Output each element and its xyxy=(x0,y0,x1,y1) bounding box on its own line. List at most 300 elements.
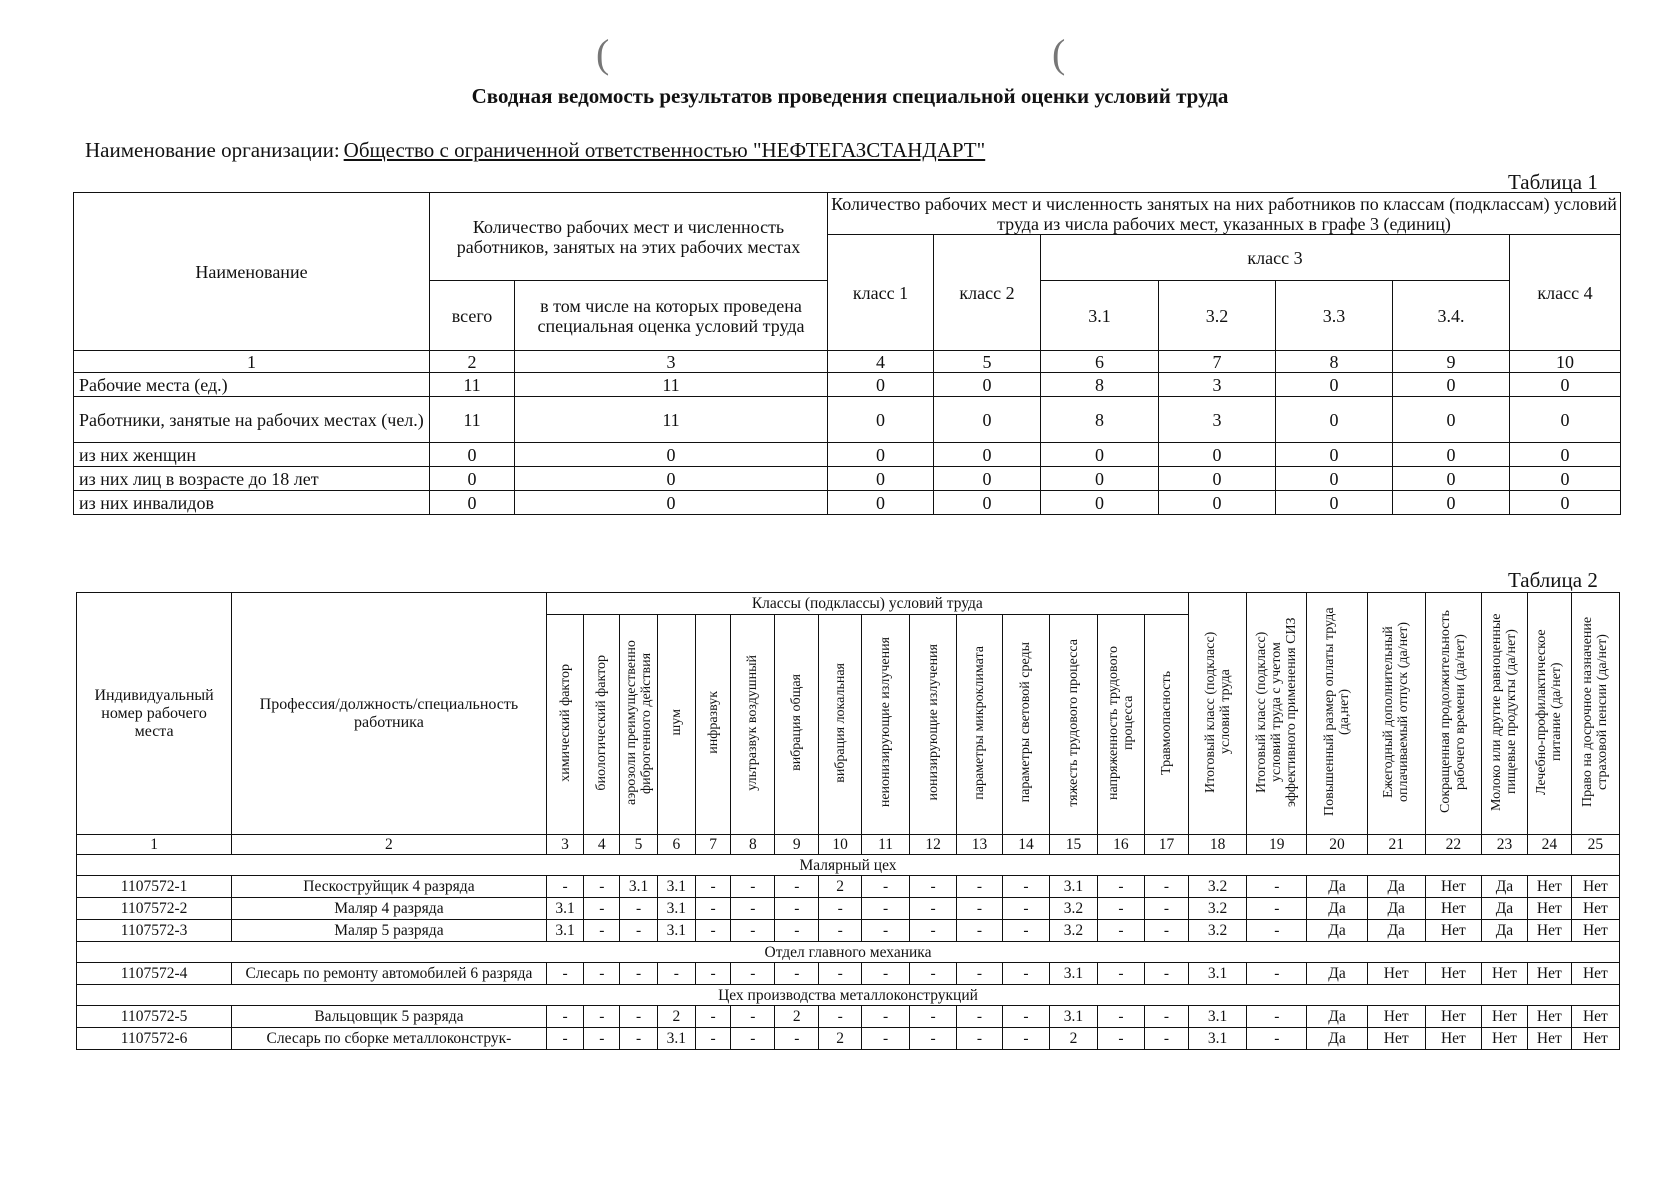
t2-col-number: 2 xyxy=(232,835,546,855)
t2-col-number: 25 xyxy=(1571,835,1619,855)
t2-cell: - xyxy=(1097,898,1144,920)
t2-cell: - xyxy=(695,876,731,898)
t1-row-name: Работники, занятые на рабочих местах (чел.) xyxy=(74,397,430,443)
t2-cell: - xyxy=(775,898,819,920)
t1-header-total: всего xyxy=(430,281,515,351)
t1-cell: 0 xyxy=(1510,397,1621,443)
t2-cell: - xyxy=(731,1006,775,1028)
t2-col-number: 12 xyxy=(910,835,957,855)
t1-cell: 0 xyxy=(1159,491,1276,515)
t2-cell: - xyxy=(1097,1006,1144,1028)
t1-col-number: 5 xyxy=(934,351,1041,373)
t2-cell: Нет xyxy=(1425,898,1481,920)
t2-cell: - xyxy=(695,898,731,920)
t1-cell: 0 xyxy=(1393,491,1510,515)
t1-header-class2: класс 2 xyxy=(934,235,1041,351)
t1-row-name: из них лиц в возрасте до 18 лет xyxy=(74,467,430,491)
t2-cell: - xyxy=(731,920,775,942)
t1-cell: 0 xyxy=(1393,443,1510,467)
t2-cell: - xyxy=(1247,1006,1307,1028)
t1-header-name: Наименование xyxy=(74,193,430,351)
t2-cell: Нет xyxy=(1571,1006,1619,1028)
t1-cell: 0 xyxy=(1393,467,1510,491)
t1-column-numbers xyxy=(74,351,1621,373)
t2-col-number: 19 xyxy=(1247,835,1307,855)
t2-col-number: 14 xyxy=(1002,835,1049,855)
t2-profession: Маляр 5 разряда xyxy=(232,920,546,942)
t2-section-title: Цех производства металлоконструкций xyxy=(77,985,1620,1006)
t2-cell: - xyxy=(910,876,957,898)
t2-factor-header: неионизирующие излучения xyxy=(862,615,910,835)
t2-cell: Да xyxy=(1481,898,1527,920)
t1-cell: 0 xyxy=(828,397,934,443)
t2-cell: - xyxy=(546,1006,584,1028)
t1-row xyxy=(74,491,1621,515)
t2-cell: - xyxy=(584,1028,620,1050)
t2-factor-header: шум xyxy=(657,615,695,835)
t2-cell: 3.2 xyxy=(1188,920,1246,942)
t2-cell: - xyxy=(862,920,910,942)
t1-cell: 0 xyxy=(430,443,515,467)
t2-factor-header: Травмоопасность xyxy=(1144,615,1188,835)
t2-cell: Нет xyxy=(1425,920,1481,942)
t2-row xyxy=(77,1028,1620,1050)
t1-cell: 0 xyxy=(828,491,934,515)
t2-col-number: 15 xyxy=(1049,835,1097,855)
t2-cell: - xyxy=(819,920,862,942)
t2-row xyxy=(77,876,1620,898)
t1-col-number: 10 xyxy=(1510,351,1621,373)
t2-cell: Нет xyxy=(1425,876,1481,898)
t2-cell: - xyxy=(910,1006,957,1028)
t2-col-number: 5 xyxy=(620,835,658,855)
punch-hole-mark-right: ( xyxy=(1052,31,1066,76)
t1-col-number: 9 xyxy=(1393,351,1510,373)
t2-cell: Да xyxy=(1307,898,1367,920)
t2-cell: 3.1 xyxy=(657,876,695,898)
t2-cell: 3.1 xyxy=(657,1028,695,1050)
t2-cell: - xyxy=(731,963,775,985)
t2-col-number: 11 xyxy=(862,835,910,855)
t2-workplace-id: 1107572-5 xyxy=(77,1006,232,1028)
t2-cell: - xyxy=(957,1006,1003,1028)
t2-cell: - xyxy=(1002,1006,1049,1028)
t2-cell: 3.1 xyxy=(1049,1006,1097,1028)
t2-col-number: 18 xyxy=(1188,835,1246,855)
t1-cell: 0 xyxy=(828,467,934,491)
t2-col-number: 7 xyxy=(695,835,731,855)
t1-cell: 0 xyxy=(515,467,828,491)
t2-cell: - xyxy=(695,1028,731,1050)
t2-factor-header: биологический фактор xyxy=(584,615,620,835)
t2-cell: - xyxy=(584,876,620,898)
t2-cell: 3.1 xyxy=(546,898,584,920)
t2-cell: - xyxy=(1247,876,1307,898)
t2-cell: - xyxy=(584,1006,620,1028)
t2-cell: 3.2 xyxy=(1049,920,1097,942)
t2-col-number: 4 xyxy=(584,835,620,855)
t2-cell: Нет xyxy=(1571,1028,1619,1050)
t2-profession: Вальцовщик 5 разряда xyxy=(232,1006,546,1028)
t2-cell: - xyxy=(775,876,819,898)
t2-cell: - xyxy=(546,1028,584,1050)
t1-col-number: 7 xyxy=(1159,351,1276,373)
t2-cell: - xyxy=(1247,920,1307,942)
t2-cell: - xyxy=(731,1028,775,1050)
t2-col-number: 8 xyxy=(731,835,775,855)
t2-cell: - xyxy=(957,1028,1003,1050)
t2-cell: - xyxy=(1144,898,1188,920)
t2-cell: - xyxy=(910,1028,957,1050)
summary-table-1 xyxy=(73,192,1621,515)
t2-cell: - xyxy=(1002,963,1049,985)
t2-factor-header: тяжесть трудового процесса xyxy=(1049,615,1097,835)
t2-factor-header: ионизирующие излучения xyxy=(910,615,957,835)
t1-row-name: из них инвалидов xyxy=(74,491,430,515)
t2-cell: - xyxy=(657,963,695,985)
t2-factor-header: напряженность трудового процесса xyxy=(1097,615,1144,835)
t2-cell: 3.1 xyxy=(1049,876,1097,898)
t2-cell: Нет xyxy=(1367,1028,1425,1050)
t2-cell: - xyxy=(819,963,862,985)
t1-cell: 0 xyxy=(1510,467,1621,491)
punch-hole-mark-left: ( xyxy=(596,31,610,76)
t1-header-sub-3-3: 3.3 xyxy=(1276,281,1393,351)
t2-cell: Нет xyxy=(1425,1028,1481,1050)
t1-cell: 8 xyxy=(1041,373,1159,397)
t2-row xyxy=(77,1006,1620,1028)
t2-col-number: 3 xyxy=(546,835,584,855)
t2-col-number: 13 xyxy=(957,835,1003,855)
t1-col-number: 6 xyxy=(1041,351,1159,373)
t2-col-number: 17 xyxy=(1144,835,1188,855)
t2-factor-header: вибрация локальная xyxy=(819,615,862,835)
t1-header-by-class: Количество рабочих мест и численность занятых на них работников по классам (подклассам) условий труда из числа рабочих мест, указанных в графе 3 (единиц) xyxy=(828,193,1621,235)
t1-cell: 0 xyxy=(934,467,1041,491)
t1-header-class4: класс 4 xyxy=(1510,235,1621,351)
t2-cell: Нет xyxy=(1367,963,1425,985)
t1-row xyxy=(74,443,1621,467)
t1-cell: 0 xyxy=(1510,443,1621,467)
t2-cell: 2 xyxy=(819,1028,862,1050)
t2-header-pension: Право на досрочное назначение страховой пенсии (да/нет) xyxy=(1571,593,1619,835)
t2-cell: - xyxy=(910,898,957,920)
t2-cell: - xyxy=(1247,963,1307,985)
t2-col-number: 23 xyxy=(1481,835,1527,855)
t2-cell: 3.1 xyxy=(657,920,695,942)
t1-cell: 0 xyxy=(1041,443,1159,467)
t2-cell: - xyxy=(775,1028,819,1050)
t2-section-row xyxy=(77,855,1620,876)
t1-cell: 0 xyxy=(1159,443,1276,467)
t2-col-number: 1 xyxy=(77,835,232,855)
t2-cell: - xyxy=(862,1028,910,1050)
t2-cell: - xyxy=(620,1028,658,1050)
t2-header-id: Индивидуальный номер рабочего места xyxy=(77,593,232,835)
t2-cell: - xyxy=(584,963,620,985)
t1-header-class3: класс 3 xyxy=(1041,235,1510,281)
t2-header-profession: Профессия/должность/специальность работника xyxy=(232,593,546,835)
t1-header-sub-3-2: 3.2 xyxy=(1159,281,1276,351)
t2-cell: Нет xyxy=(1571,963,1619,985)
t1-cell: 0 xyxy=(1041,491,1159,515)
t2-col-number: 16 xyxy=(1097,835,1144,855)
t1-cell: 0 xyxy=(828,443,934,467)
t2-cell: Нет xyxy=(1481,1006,1527,1028)
t1-cell: 0 xyxy=(934,443,1041,467)
t2-cell: - xyxy=(1002,920,1049,942)
t2-cell: Да xyxy=(1307,876,1367,898)
t2-cell: Нет xyxy=(1571,920,1619,942)
t1-cell: 0 xyxy=(934,373,1041,397)
t2-cell: 3.2 xyxy=(1049,898,1097,920)
t2-cell: Да xyxy=(1481,876,1527,898)
t2-cell: - xyxy=(731,898,775,920)
t1-cell: 0 xyxy=(1276,373,1393,397)
t1-cell: 0 xyxy=(1510,491,1621,515)
t2-cell: Да xyxy=(1307,920,1367,942)
t2-cell: Нет xyxy=(1425,1006,1481,1028)
t2-profession: Слесарь по ремонту автомобилей 6 разряда xyxy=(232,963,546,985)
t2-cell: - xyxy=(546,963,584,985)
t2-workplace-id: 1107572-1 xyxy=(77,876,232,898)
t2-header-classes: Классы (подклассы) условий труда xyxy=(546,593,1188,615)
t2-cell: - xyxy=(1144,876,1188,898)
t1-cell: 3 xyxy=(1159,397,1276,443)
t2-factor-header: химический фактор xyxy=(546,615,584,835)
t2-cell: - xyxy=(1144,1028,1188,1050)
t2-col-number: 20 xyxy=(1307,835,1367,855)
t2-cell: Да xyxy=(1307,1006,1367,1028)
t2-header-leave: Ежегодный дополнительный оплачиваемый отпуск (да/нет) xyxy=(1367,593,1425,835)
t2-cell: 2 xyxy=(1049,1028,1097,1050)
t2-cell: - xyxy=(775,920,819,942)
t1-cell: 11 xyxy=(430,397,515,443)
t2-cell: - xyxy=(731,876,775,898)
t2-cell: - xyxy=(910,963,957,985)
t2-cell: - xyxy=(862,1006,910,1028)
t2-col-number: 21 xyxy=(1367,835,1425,855)
t1-row-name: Рабочие места (ед.) xyxy=(74,373,430,397)
t2-cell: - xyxy=(1144,963,1188,985)
t1-cell: 0 xyxy=(1510,373,1621,397)
t2-cell: - xyxy=(584,898,620,920)
t2-header-pay: Повышенный размер оплаты труда (да,нет) xyxy=(1307,593,1367,835)
t2-cell: 2 xyxy=(819,876,862,898)
t2-factor-header: инфразвук xyxy=(695,615,731,835)
t2-cell: 3.1 xyxy=(1049,963,1097,985)
t2-cell: Нет xyxy=(1571,898,1619,920)
t2-cell: - xyxy=(819,1006,862,1028)
t1-header-class1: класс 1 xyxy=(828,235,934,351)
t2-cell: - xyxy=(1144,920,1188,942)
t2-row xyxy=(77,898,1620,920)
t1-cell: 11 xyxy=(515,397,828,443)
t2-cell: Нет xyxy=(1481,963,1527,985)
t1-cell: 0 xyxy=(1159,467,1276,491)
t2-cell: - xyxy=(1002,876,1049,898)
t2-header-reduced-time: Сокращенная продолжительность рабочего времени (да/нет) xyxy=(1425,593,1481,835)
t2-cell: - xyxy=(695,1006,731,1028)
t2-section-row xyxy=(77,985,1620,1006)
t2-cell: Нет xyxy=(1425,963,1481,985)
t2-col-number: 9 xyxy=(775,835,819,855)
t1-cell: 0 xyxy=(1276,467,1393,491)
t2-cell: Нет xyxy=(1527,920,1571,942)
t2-row xyxy=(77,963,1620,985)
t2-section-title: Отдел главного механика xyxy=(77,942,1620,963)
t1-cell: 0 xyxy=(934,397,1041,443)
t2-cell: - xyxy=(1097,963,1144,985)
t2-workplace-id: 1107572-3 xyxy=(77,920,232,942)
t1-cell: 11 xyxy=(430,373,515,397)
t2-factor-header: аэрозоли преимущественно фиброгенного действия xyxy=(620,615,658,835)
organization-name: Общество с ограниченной ответственностью "НЕФТЕГАЗСТАНДАРТ" xyxy=(343,138,986,162)
t2-cell: - xyxy=(1097,876,1144,898)
t2-cell: - xyxy=(1144,1006,1188,1028)
t1-row xyxy=(74,397,1621,443)
t2-cell: 2 xyxy=(657,1006,695,1028)
t2-workplace-id: 1107572-6 xyxy=(77,1028,232,1050)
t1-cell: 0 xyxy=(1276,443,1393,467)
page-title: Сводная ведомость результатов проведения специальной оценки условий труда xyxy=(471,84,1229,108)
t2-profession: Пескоструйщик 4 разряда xyxy=(232,876,546,898)
t1-cell: 0 xyxy=(934,491,1041,515)
t2-header-final-class: Итоговый класс (подкласс) условий труда xyxy=(1188,593,1246,835)
t1-header-assessed: в том числе на которых проведена специальная оценка условий труда xyxy=(515,281,828,351)
t1-cell: 8 xyxy=(1041,397,1159,443)
t2-cell: - xyxy=(957,963,1003,985)
t2-cell: - xyxy=(620,963,658,985)
t2-cell: 3.2 xyxy=(1188,876,1246,898)
t1-header-quantity: Количество рабочих мест и численность работников, занятых на этих рабочих местах xyxy=(430,193,828,281)
t2-cell: - xyxy=(695,963,731,985)
t2-factor-header: параметры световой среды xyxy=(1002,615,1049,835)
t1-col-number: 3 xyxy=(515,351,828,373)
t2-cell: 3.1 xyxy=(1188,1006,1246,1028)
t1-cell: 3 xyxy=(1159,373,1276,397)
t2-cell: Нет xyxy=(1527,1028,1571,1050)
t2-factor-header: параметры микроклимата xyxy=(957,615,1003,835)
t2-header-nutrition: Лечебно-профилактическое питание (да/нет) xyxy=(1527,593,1571,835)
t2-cell: 3.1 xyxy=(620,876,658,898)
t2-cell: - xyxy=(957,920,1003,942)
t2-row xyxy=(77,920,1620,942)
t1-cell: 0 xyxy=(515,491,828,515)
t2-col-number: 10 xyxy=(819,835,862,855)
t2-workplace-id: 1107572-2 xyxy=(77,898,232,920)
t2-cell: - xyxy=(695,920,731,942)
t1-cell: 0 xyxy=(1276,397,1393,443)
t1-row-name: из них женщин xyxy=(74,443,430,467)
t1-cell: 0 xyxy=(828,373,934,397)
t2-cell: - xyxy=(957,876,1003,898)
t1-cell: 0 xyxy=(430,467,515,491)
t2-cell: Нет xyxy=(1571,876,1619,898)
t2-cell: 3.1 xyxy=(1188,963,1246,985)
t2-cell: - xyxy=(819,898,862,920)
t2-section-row xyxy=(77,942,1620,963)
table1-caption: Таблица 1 xyxy=(1508,170,1598,194)
t1-row xyxy=(74,467,1621,491)
t2-cell: - xyxy=(1002,1028,1049,1050)
t2-cell: - xyxy=(620,898,658,920)
t2-cell: Да xyxy=(1367,920,1425,942)
t1-cell: 11 xyxy=(515,373,828,397)
t2-cell: Да xyxy=(1481,920,1527,942)
t1-cell: 0 xyxy=(1393,397,1510,443)
t2-cell: - xyxy=(1247,1028,1307,1050)
t2-col-number: 6 xyxy=(657,835,695,855)
organization-label: Наименование организации: xyxy=(85,138,340,162)
t2-column-numbers xyxy=(77,835,1620,855)
t1-header-sub-3-1: 3.1 xyxy=(1041,281,1159,351)
t2-factor-header: вибрация общая xyxy=(775,615,819,835)
t2-col-number: 24 xyxy=(1527,835,1571,855)
t2-cell: Да xyxy=(1367,876,1425,898)
t1-row xyxy=(74,373,1621,397)
t2-cell: Да xyxy=(1367,898,1425,920)
t2-cell: - xyxy=(1097,920,1144,942)
t2-workplace-id: 1107572-4 xyxy=(77,963,232,985)
t2-cell: - xyxy=(1002,898,1049,920)
t1-cell: 0 xyxy=(430,491,515,515)
t2-cell: 3.2 xyxy=(1188,898,1246,920)
t1-col-number: 4 xyxy=(828,351,934,373)
t2-cell: Нет xyxy=(1527,876,1571,898)
t2-cell: Нет xyxy=(1527,963,1571,985)
t2-cell: 3.1 xyxy=(657,898,695,920)
t2-header-milk: Молоко или другие равноценные пищевые продукты (да/нет) xyxy=(1481,593,1527,835)
table2-caption: Таблица 2 xyxy=(1508,568,1598,592)
t2-cell: - xyxy=(862,898,910,920)
t2-cell: - xyxy=(862,963,910,985)
t2-header-final-class-siz: Итоговый класс (подкласс) условий труда с учетом эффективного применения СИЗ xyxy=(1247,593,1307,835)
t1-cell: 0 xyxy=(1276,491,1393,515)
t2-cell: Нет xyxy=(1367,1006,1425,1028)
t2-cell: - xyxy=(775,963,819,985)
t2-cell: - xyxy=(584,920,620,942)
t1-col-number: 8 xyxy=(1276,351,1393,373)
workplaces-table-2 xyxy=(76,592,1620,1050)
t1-cell: 0 xyxy=(515,443,828,467)
t2-cell: 3.1 xyxy=(1188,1028,1246,1050)
t2-cell: - xyxy=(620,920,658,942)
t2-cell: Да xyxy=(1307,963,1367,985)
t2-cell: Нет xyxy=(1527,1006,1571,1028)
t2-cell: 2 xyxy=(775,1006,819,1028)
t1-header-sub-3-4: 3.4. xyxy=(1393,281,1510,351)
t2-cell: - xyxy=(862,876,910,898)
organization-line xyxy=(85,138,985,163)
t2-cell: Нет xyxy=(1527,898,1571,920)
t2-cell: - xyxy=(1097,1028,1144,1050)
t2-section-title: Малярный цех xyxy=(77,855,1620,876)
t2-cell: - xyxy=(957,898,1003,920)
t2-cell: - xyxy=(620,1006,658,1028)
t2-cell: Да xyxy=(1307,1028,1367,1050)
t2-cell: 3.1 xyxy=(546,920,584,942)
t1-cell: 0 xyxy=(1393,373,1510,397)
t2-cell: - xyxy=(910,920,957,942)
t2-profession: Слесарь по сборке металлоконструк- xyxy=(232,1028,546,1050)
t1-cell: 0 xyxy=(1041,467,1159,491)
t2-cell: Нет xyxy=(1481,1028,1527,1050)
t1-col-number: 1 xyxy=(74,351,430,373)
t2-cell: - xyxy=(546,876,584,898)
t2-profession: Маляр 4 разряда xyxy=(232,898,546,920)
t2-factor-header: ультразвук воздушный xyxy=(731,615,775,835)
